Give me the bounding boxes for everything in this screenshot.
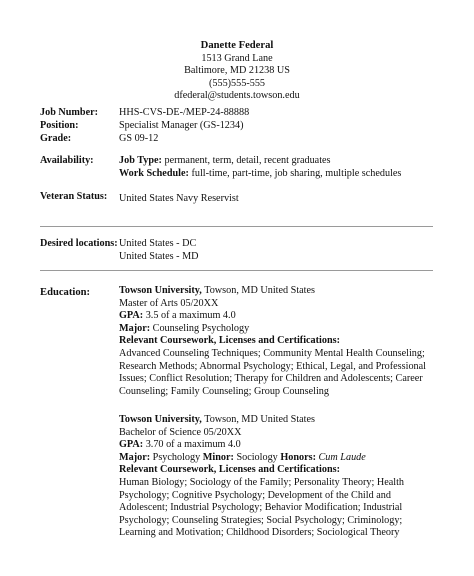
coursework-line: Human Biology; Sociology of the Family; Personality Theory; Health — [119, 476, 405, 488]
veteran-section — [40, 191, 434, 205]
coursework-line: Counseling; Family Counseling; Group Counseling — [119, 385, 329, 397]
availability-section — [40, 155, 434, 183]
coursework-label: Relevant Coursework, Licenses and Certifications: — [119, 464, 340, 476]
work-schedule-label: Work Schedule: — [119, 168, 189, 180]
position-value: Specialist Manager (GS-1234) — [119, 120, 244, 131]
job-type-line — [119, 155, 434, 181]
coursework-line: Learning and Motivation; Childhood Disorders; Sociological Theory — [119, 527, 400, 539]
locations-list — [119, 238, 434, 263]
applicant-name: Danette Federal — [200, 40, 274, 51]
street-address: 1513 Grand Lane — [201, 52, 273, 64]
minor-value: Sociology — [233, 451, 281, 463]
locations-section — [40, 238, 434, 266]
coursework-label: Relevant Coursework, Licenses and Certifications: — [119, 335, 340, 347]
position-label: Position: — [40, 120, 79, 131]
honors-label: Honors: — [280, 451, 316, 463]
school-name: Towson University, — [119, 285, 202, 296]
major-value: Psychology — [150, 451, 203, 463]
coursework-line: Adolescent; Industrial Psychology; Behavior Modification; Industrial — [119, 502, 403, 514]
coursework-line: Advanced Counseling Techniques; Community Mental Health Counseling; — [119, 347, 425, 359]
coursework-line: Psychology; Cognitive Psychology; Development of the Child and — [119, 489, 391, 501]
degree: Master of Arts 05/20XX — [119, 297, 219, 309]
email-address[interactable]: dfederal@students.towson.edu — [174, 90, 300, 102]
education-label: Education: — [40, 287, 91, 298]
coursework-line: Issues; Conflict Resolution; Therapy for Children and Adolescents; Career — [119, 373, 423, 385]
section-divider — [40, 226, 433, 227]
availability-label: Availability: — [40, 155, 94, 166]
phone-number: (555)555-555 — [208, 77, 266, 89]
grade-label: Grade: — [40, 133, 72, 144]
major-value: Counseling Psychology — [150, 322, 250, 334]
gpa-value: 3.70 of a maximum 4.0 — [143, 439, 241, 451]
job-number-value: HHS-CVS-DE-/MEP-24-88888 — [119, 107, 250, 118]
gpa-value: 3.5 of a maximum 4.0 — [143, 310, 236, 322]
location-item: United States - MD — [119, 250, 199, 262]
minor-label: Minor: — [202, 451, 234, 463]
veteran-status-value: United States Navy Reservist — [119, 193, 239, 204]
gpa-label: GPA: — [119, 439, 144, 451]
school-location: Towson, MD United States — [201, 414, 315, 425]
job-number-label: Job Number: — [40, 107, 99, 118]
gpa-label: GPA: — [119, 310, 144, 322]
coursework-line: Research Methods; Abnormal Psychology; Ethical, Legal, and Professional — [119, 360, 426, 372]
coursework-line: Psychology; Counseling Strategies; Social Psychology; Criminology; — [119, 514, 403, 526]
work-schedule-value: full-time, part-time, job sharing, multiple schedules — [188, 168, 402, 180]
job-info-section — [40, 107, 434, 147]
major-label: Major: — [119, 451, 151, 463]
section-divider — [40, 270, 433, 271]
location-item: United States - DC — [119, 238, 197, 249]
grade-value: GS 09-12 — [119, 133, 159, 144]
desired-locations-label: Desired locations: — [40, 238, 118, 249]
job-type-value: permanent, term, detail, recent graduates — [161, 155, 331, 166]
education-entry-masters — [119, 285, 434, 398]
school-name: Towson University, — [119, 414, 202, 425]
education-entry-bachelors — [119, 414, 434, 540]
honors-value: Cum Laude — [315, 451, 366, 463]
job-type-label: Job Type: — [119, 155, 162, 166]
degree: Bachelor of Science 05/20XX — [119, 426, 242, 438]
contact-header — [162, 40, 312, 103]
major-label: Major: — [119, 322, 151, 334]
city-state-zip: Baltimore, MD 21238 US — [184, 65, 290, 77]
school-location: Towson, MD United States — [201, 285, 315, 296]
education-section — [40, 285, 434, 565]
veteran-status-label: Veteran Status: — [40, 191, 108, 202]
